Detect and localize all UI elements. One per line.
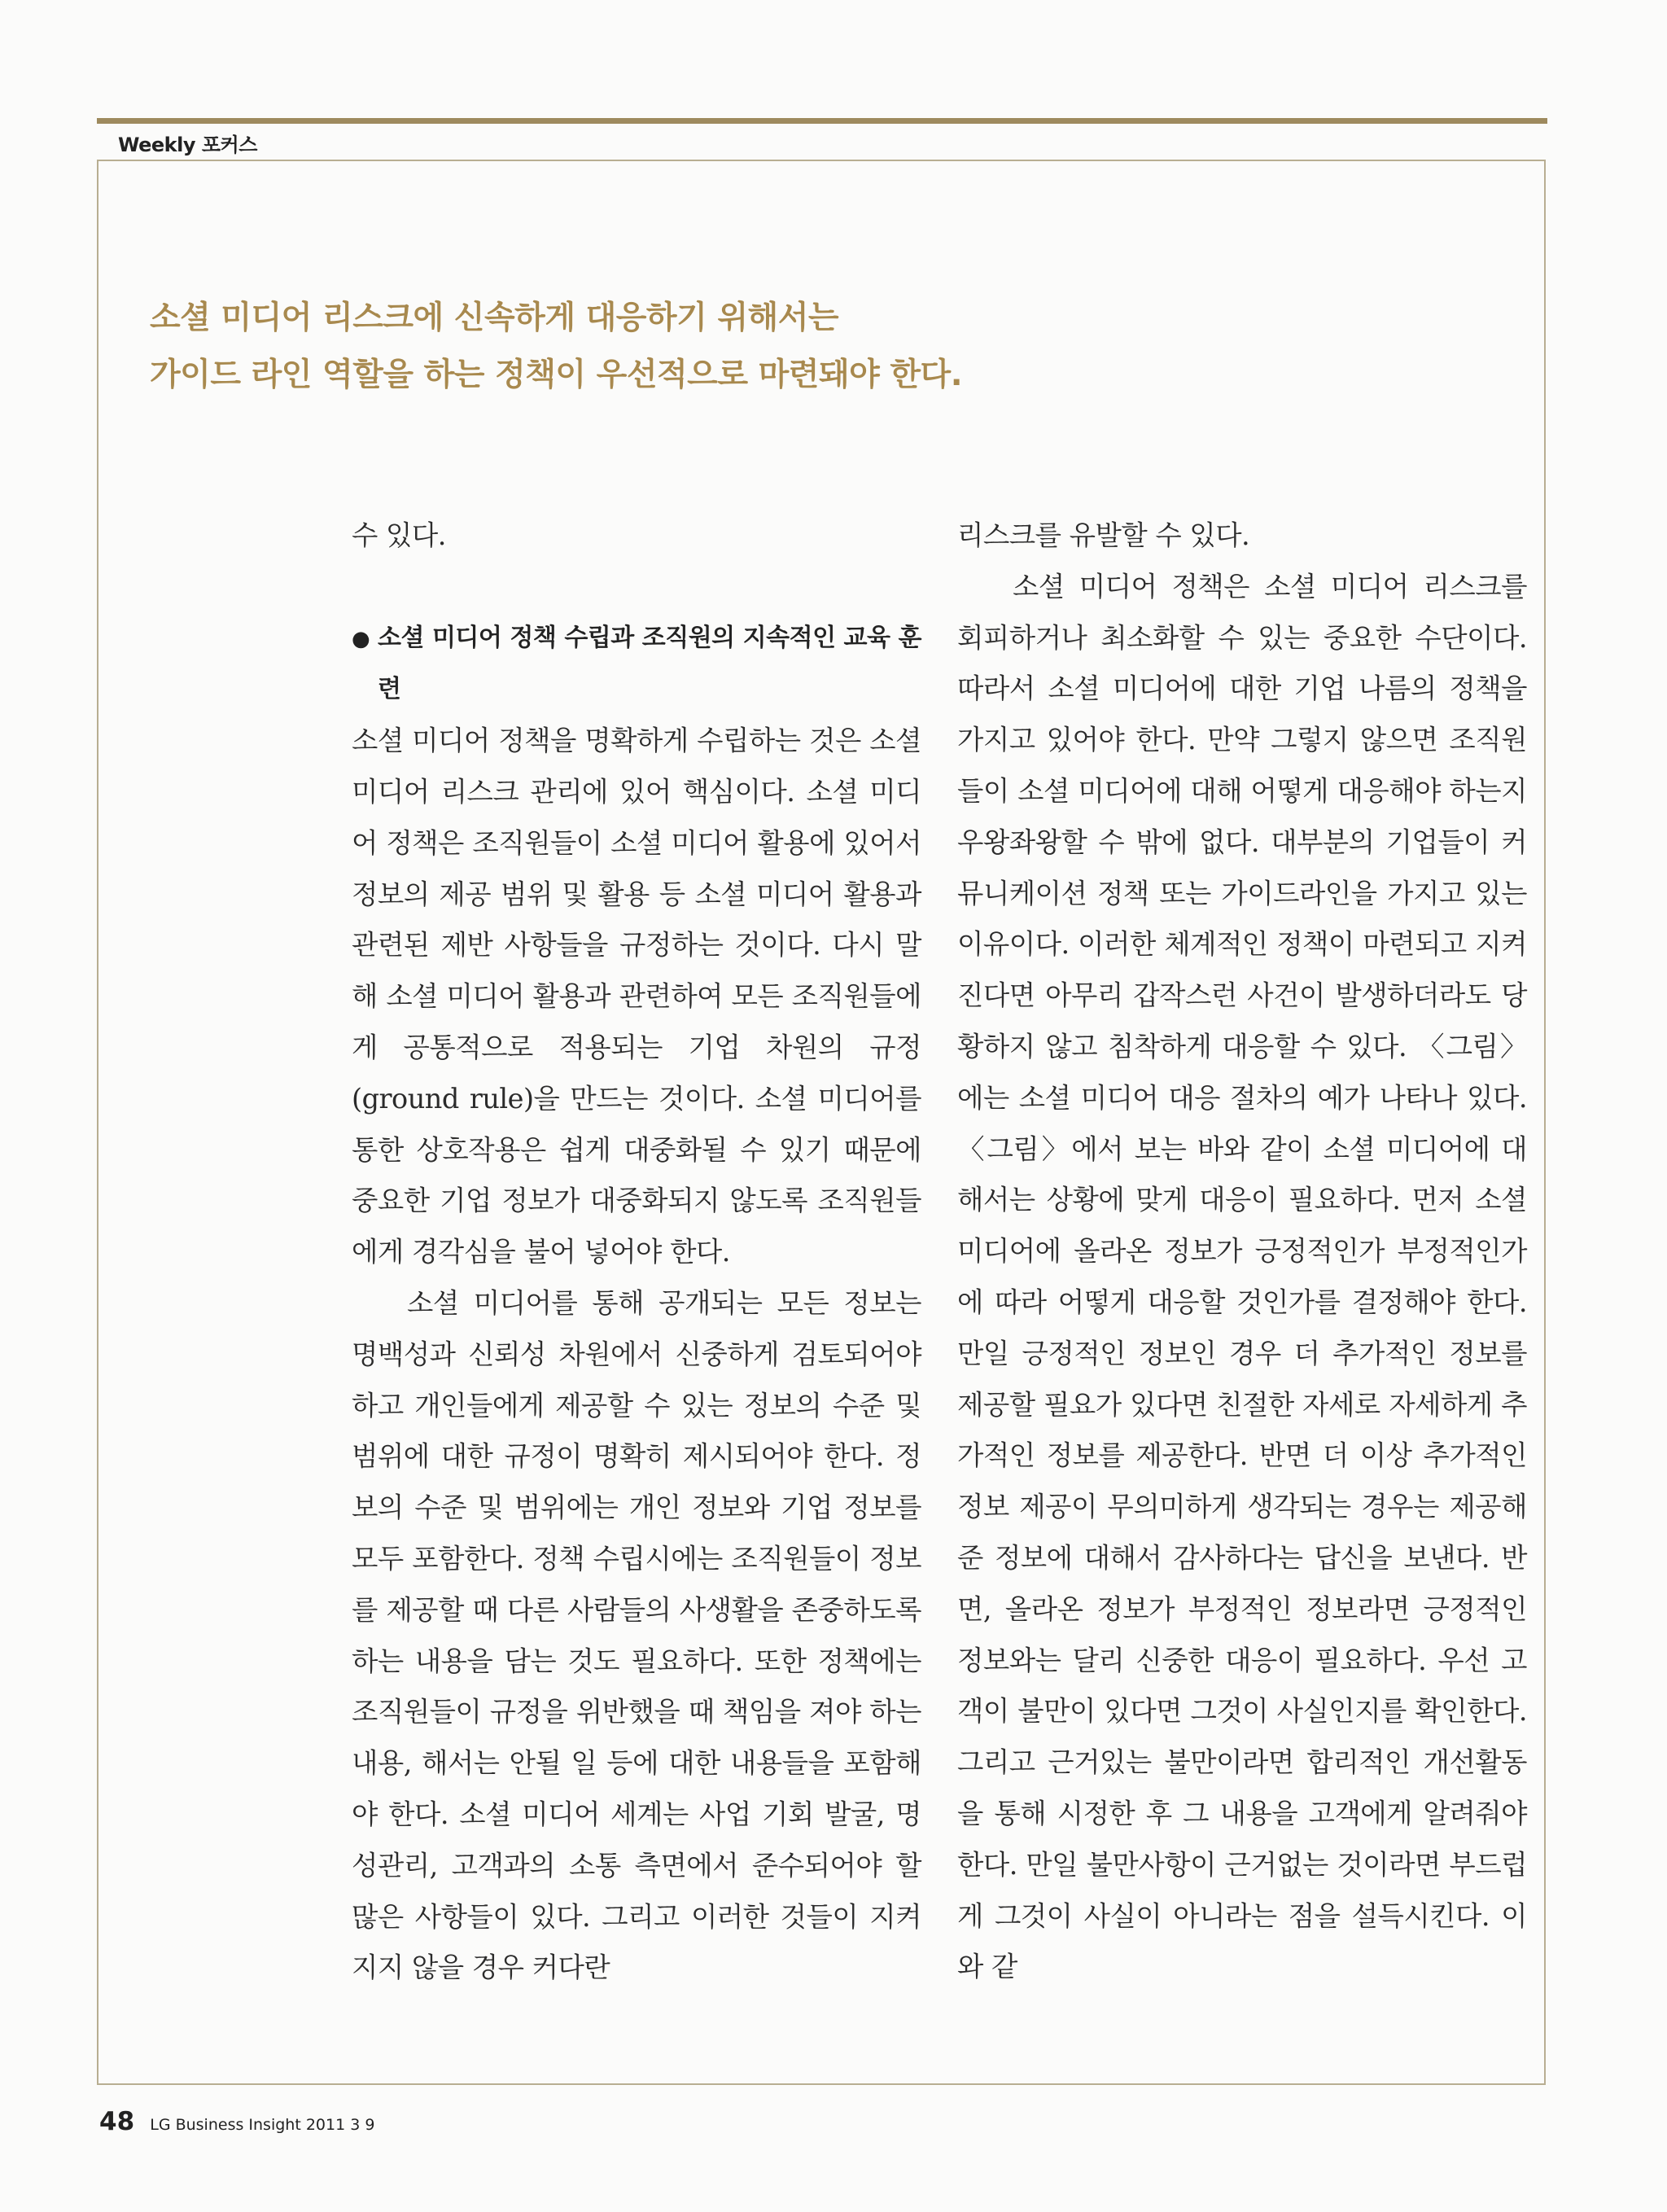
page-number: 48 bbox=[99, 2107, 135, 2136]
section-heading bbox=[352, 613, 921, 716]
right-paragraph-2: 소셜 미디어 정책은 소셜 미디어 리스크를 회피하거나 최소화할 수 있는 중요한 수단이다. 따라서 소셜 미디어에 대한 기업 나름의 정책을 가지고 있어야 한다. 만약 그렇지 않으면 조직원들이 소셜 미디어에 대해 어떻게 대응해야 하는지 우왕좌왕할 수 밖에 없다. 대부분의 기업들이 커뮤니케이션 정책 또는 가이드라인을 가지고 있는 이유이다. 이러한 체계적인 정책이 마련되고 지켜진다면 아무리 갑작스런 사건이 발생하더라도 당황하지 않고 침착하게 대응할 수 있다. 〈그림〉에는 소셜 미디어 대응 절차의 예가 나타나 있다. 〈그림〉에서 보는 바와 같이 소셜 미디어에 대해서는 상황에 맞게 대응이 필요하다. 먼저 소셜 미디어에 올라온 정보가 긍정적인가 부정적인가에 따라 어떻게 대응할 것인가를 결정해야 한다. 만일 긍정적인 정보인 경우 더 추가적인 정보를 제공할 필요가 있다면 친절한 자세로 자세하게 추가적인 정보를 제공한다. 반면 더 이상 추가적인 정보 제공이 무의미하게 생각되는 경우는 제공해 준 정보에 대해서 감사하다는 답신을 보낸다. 반면, 올라온 정보가 부정적인 정보라면 긍정적인 정보와는 달리 신중한 대응이 필요하다. 우선 고객이 불만이 있다면 그것이 사실인지를 확인한다. 그리고 근거있는 불만이라면 합리적인 개선활동을 통해 시정한 후 그 내용을 고객에게 알려줘야 한다. 만일 불만사항이 근거없는 것이라면 부드럽게 그것이 사실이 아니라는 점을 설득시킨다. 이와 같 bbox=[957, 570, 1527, 1983]
section-heading-text: 소셜 미디어 정책 수립과 조직원의 지속적인 교육 훈련 bbox=[378, 623, 921, 704]
pull-quote-line-1: 소셜 미디어 리스크에 신속하게 대응하기 위해서는 bbox=[150, 300, 839, 336]
header-rule bbox=[97, 118, 1547, 124]
right-paragraph-1: 리스크를 유발할 수 있다. bbox=[957, 519, 1250, 551]
right-column bbox=[957, 510, 1527, 1993]
paragraph-gap bbox=[352, 562, 921, 613]
left-column bbox=[352, 510, 921, 1994]
publication-info: LG Business Insight 2011 3 9 bbox=[150, 2116, 375, 2134]
left-paragraph-2: 소셜 미디어 정책을 명확하게 수립하는 것은 소셜 미디어 리스크 관리에 있어 핵심이다. 소셜 미디어 정책은 조직원들이 소셜 미디어 활용에 있어서 정보의 제공 범위 및 활용 등 소셜 미디어 활용과 관련된 제반 사항들을 규정하는 것이다. 다시 말해 소셜 미디어 활용과 관련하여 모든 조직원들에게 공통적으로 적용되는 기업 차원의 규정(ground rule)을 만드는 것이다. 소셜 미디어를 통한 상호작용은 쉽게 대중화될 수 있기 때문에 중요한 기업 정보가 대중화되지 않도록 조직원들에게 경각심을 불어 넣어야 한다. bbox=[352, 725, 921, 1268]
section-label: Weekly 포커스 bbox=[118, 134, 257, 156]
bullet-icon: ● bbox=[352, 626, 370, 651]
pull-quote-line-2: 가이드 라인 역할을 하는 정책이 우선적으로 마련돼야 한다. bbox=[150, 357, 963, 393]
page-footer bbox=[99, 2107, 374, 2136]
left-paragraph-1: 수 있다. bbox=[352, 519, 446, 551]
pull-quote bbox=[150, 290, 962, 404]
left-paragraph-3: 소셜 미디어를 통해 공개되는 모든 정보는 명백성과 신뢰성 차원에서 신중하게 검토되어야 하고 개인들에게 제공할 수 있는 정보의 수준 및 범위에 대한 규정이 명확히 제시되어야 한다. 정보의 수준 및 범위에는 개인 정보와 기업 정보를 모두 포함한다. 정책 수립시에는 조직원들이 정보를 제공할 때 다른 사람들의 사생활을 존중하도록 하는 내용을 담는 것도 필요하다. 또한 정책에는 조직원들이 규정을 위반했을 때 책임을 져야 하는 내용, 해서는 안될 일 등에 대한 내용들을 포함해야 한다. 소셜 미디어 세계는 사업 기회 발굴, 명성관리, 고객과의 소통 측면에서 준수되어야 할 많은 사항들이 있다. 그리고 이러한 것들이 지켜지지 않을 경우 커다란 bbox=[352, 1286, 921, 1984]
